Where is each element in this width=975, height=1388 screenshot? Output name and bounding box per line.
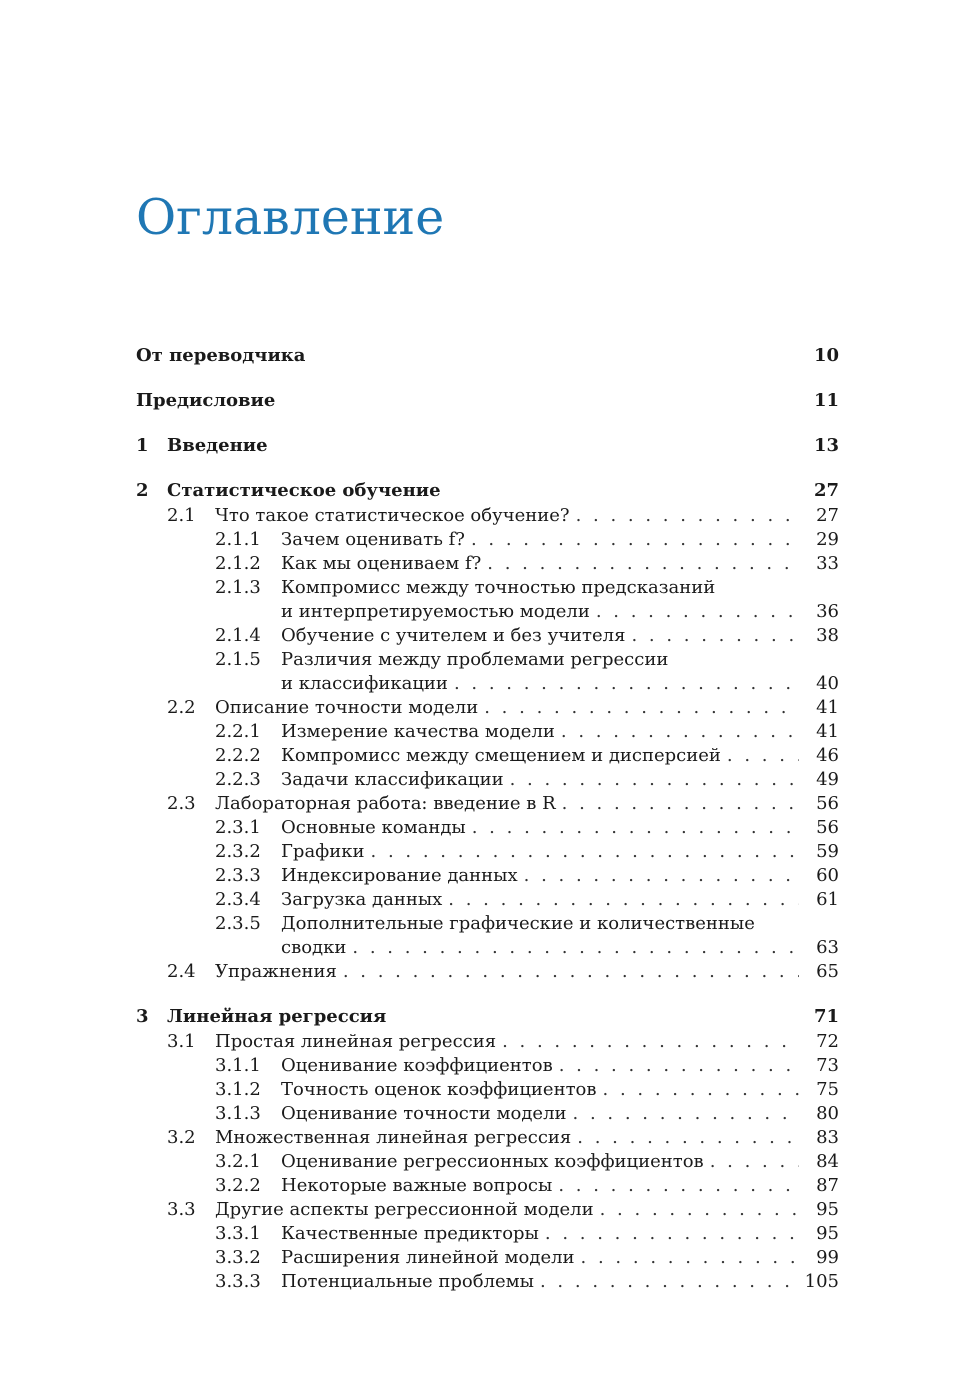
entry-page: 84 <box>816 1151 839 1172</box>
toc-entry-2-4[interactable] <box>136 960 839 984</box>
entry-page: 60 <box>816 865 839 886</box>
leader-dots <box>581 1246 799 1270</box>
entry-title: Лабораторная работа: введение в R <box>215 793 556 814</box>
entry-title: Графики <box>281 841 365 862</box>
entry-title: Задачи классификации <box>281 769 504 790</box>
entry-page: 36 <box>816 601 839 622</box>
entry-number: 2.2.3 <box>215 769 261 790</box>
toc-entry-2-1-5[interactable] <box>136 648 839 696</box>
toc-entry-3-3-3[interactable] <box>136 1270 839 1294</box>
entry-number: 3.1 <box>167 1031 196 1052</box>
entry-title-line-2: сводки <box>281 937 347 958</box>
entry-page: 65 <box>816 961 839 982</box>
entry-number: 2.1.2 <box>215 553 261 574</box>
entry-number: 3.3.2 <box>215 1247 261 1268</box>
entry-page: 71 <box>813 1006 839 1027</box>
entry-title-line-2: и интерпретируемостью модели <box>281 601 590 622</box>
entry-number: 2.1 <box>167 505 196 526</box>
entry-number: 2.2.2 <box>215 745 261 766</box>
entry-title: Описание точности модели <box>215 697 479 718</box>
entry-number: 2.4 <box>167 961 196 982</box>
toc-entry-2-1[interactable] <box>136 504 839 528</box>
toc-entry-2-2-1[interactable] <box>136 720 839 744</box>
entry-page: 11 <box>813 390 839 411</box>
entry-page: 83 <box>816 1127 839 1148</box>
entry-page: 27 <box>816 505 839 526</box>
toc-entry-2-3-4[interactable] <box>136 888 839 912</box>
toc-entry-3-3-2[interactable] <box>136 1246 839 1270</box>
entry-title-line-2: и классификации <box>281 673 448 694</box>
toc-entry-2-2-2[interactable] <box>136 744 839 768</box>
entry-title: Некоторые важные вопросы <box>281 1175 553 1196</box>
leader-dots <box>603 1078 799 1102</box>
toc-entry-3-3-1[interactable] <box>136 1222 839 1246</box>
entry-title: Другие аспекты регрессионной модели <box>215 1199 594 1220</box>
toc-entry-2-3-2[interactable] <box>136 840 839 864</box>
entry-title: От переводчика <box>136 345 306 366</box>
entry-number: 3.3.1 <box>215 1223 261 1244</box>
leader-dots <box>454 672 799 696</box>
entry-title: Упражнения <box>215 961 337 982</box>
entry-page: 41 <box>816 697 839 718</box>
entry-title: Индексирование данных <box>281 865 518 886</box>
entry-title: Зачем оценивать f? <box>281 529 465 550</box>
table-of-contents <box>136 344 839 1294</box>
leader-dots <box>484 696 799 720</box>
entry-number: 2.3 <box>167 793 196 814</box>
entry-title-line-1: Различия между проблемами регрессии <box>281 649 669 670</box>
entry-page: 13 <box>813 435 839 456</box>
entry-page: 105 <box>804 1271 839 1292</box>
entry-number: 3 <box>136 1006 149 1027</box>
entry-number: 2.1.1 <box>215 529 261 550</box>
entry-number: 3.2.1 <box>215 1151 261 1172</box>
entry-title: Оценивание регрессионных коэффициентов <box>281 1151 704 1172</box>
leader-dots <box>562 792 799 816</box>
entry-page: 49 <box>816 769 839 790</box>
leader-dots <box>540 1270 795 1294</box>
entry-title-line-1: Компромисс между точностью предсказаний <box>281 577 716 598</box>
entry-page: 46 <box>816 745 839 766</box>
leader-dots <box>577 1126 799 1150</box>
entry-page: 87 <box>816 1175 839 1196</box>
entry-number: 2 <box>136 480 149 501</box>
entry-page: 33 <box>816 553 839 574</box>
toc-entry-chapter-2[interactable] <box>136 479 839 503</box>
entry-number: 1 <box>136 435 149 456</box>
entry-title: Потенциальные проблемы <box>281 1271 534 1292</box>
leader-dots <box>502 1030 799 1054</box>
leader-dots <box>559 1054 799 1078</box>
leader-dots <box>524 864 799 888</box>
entry-page: 61 <box>816 889 839 910</box>
leader-dots <box>576 504 799 528</box>
toc-entry-2-3[interactable] <box>136 792 839 816</box>
entry-page: 40 <box>816 673 839 694</box>
leader-dots <box>487 552 799 576</box>
entry-page: 63 <box>816 937 839 958</box>
toc-entry-preface[interactable] <box>136 389 839 413</box>
entry-number: 2.3.3 <box>215 865 261 886</box>
entry-number: 3.1.1 <box>215 1055 261 1076</box>
leader-dots <box>343 960 799 984</box>
entry-title: Множественная линейная регрессия <box>215 1127 572 1148</box>
toc-entry-3-2-2[interactable] <box>136 1174 839 1198</box>
toc-entry-3-3[interactable] <box>136 1198 839 1222</box>
entry-title: Качественные предикторы <box>281 1223 539 1244</box>
toc-entry-3-2-1[interactable] <box>136 1150 839 1174</box>
leader-dots <box>710 1150 799 1174</box>
entry-title: Линейная регрессия <box>167 1006 387 1027</box>
leader-dots <box>472 816 799 840</box>
entry-title: Компромисс между смещением и дисперсией <box>281 745 721 766</box>
toc-entry-translator[interactable] <box>136 344 839 368</box>
entry-number: 2.3.4 <box>215 889 261 910</box>
leader-dots <box>561 720 799 744</box>
entry-title-line-1: Дополнительные графические и количественные <box>281 913 755 934</box>
toc-entry-2-1-1[interactable] <box>136 528 839 552</box>
entry-title: Что такое статистическое обучение? <box>215 505 570 526</box>
entry-number: 3.3.3 <box>215 1271 261 1292</box>
entry-title: Как мы оцениваем f? <box>281 553 482 574</box>
entry-title: Обучение с учителем и без учителя <box>281 625 626 646</box>
leader-dots <box>631 624 799 648</box>
entry-page: 27 <box>813 480 839 501</box>
toc-entry-2-1-4[interactable] <box>136 624 839 648</box>
leader-dots <box>510 768 799 792</box>
entry-page: 99 <box>816 1247 839 1268</box>
leader-dots <box>600 1198 799 1222</box>
entry-number: 2.2 <box>167 697 196 718</box>
leader-dots <box>352 936 799 960</box>
entry-title: Предисловие <box>136 390 276 411</box>
toc-entry-2-1-2[interactable] <box>136 552 839 576</box>
entry-page: 73 <box>816 1055 839 1076</box>
leader-dots <box>448 888 799 912</box>
leader-dots <box>727 744 799 768</box>
entry-title: Расширения линейной модели <box>281 1247 575 1268</box>
entry-title: Загрузка данных <box>281 889 443 910</box>
toc-entry-2-3-5[interactable] <box>136 912 839 960</box>
entry-number: 3.1.2 <box>215 1079 261 1100</box>
entry-number: 2.3.5 <box>215 913 261 934</box>
entry-page: 95 <box>816 1199 839 1220</box>
entry-number: 2.3.2 <box>215 841 261 862</box>
entry-number: 2.2.1 <box>215 721 261 742</box>
leader-dots <box>596 600 799 624</box>
entry-number: 2.1.3 <box>215 577 261 598</box>
entry-page: 95 <box>816 1223 839 1244</box>
entry-page: 10 <box>813 345 839 366</box>
entry-number: 2.3.1 <box>215 817 261 838</box>
leader-dots <box>573 1102 799 1126</box>
entry-page: 80 <box>816 1103 839 1124</box>
entry-title: Измерение качества модели <box>281 721 555 742</box>
entry-page: 59 <box>816 841 839 862</box>
toc-entry-2-3-1[interactable] <box>136 816 839 840</box>
entry-title: Оценивание точности модели <box>281 1103 567 1124</box>
entry-page: 72 <box>816 1031 839 1052</box>
entry-title: Точность оценок коэффициентов <box>281 1079 597 1100</box>
entry-title: Основные команды <box>281 817 466 838</box>
leader-dots <box>471 528 799 552</box>
entry-number: 3.2 <box>167 1127 196 1148</box>
toc-entry-3-1-1[interactable] <box>136 1054 839 1078</box>
entry-page: 56 <box>816 793 839 814</box>
entry-title: Оценивание коэффициентов <box>281 1055 553 1076</box>
entry-number: 2.1.5 <box>215 649 261 670</box>
entry-title: Статистическое обучение <box>167 480 441 501</box>
toc-entry-2-3-3[interactable] <box>136 864 839 888</box>
leader-dots <box>371 840 799 864</box>
toc-entry-chapter-3[interactable] <box>136 1005 839 1029</box>
entry-title: Простая линейная регрессия <box>215 1031 497 1052</box>
entry-number: 3.3 <box>167 1199 196 1220</box>
toc-entry-chapter-1[interactable] <box>136 434 839 458</box>
leader-dots <box>545 1222 799 1246</box>
entry-number: 3.1.3 <box>215 1103 261 1124</box>
toc-entry-3-1[interactable] <box>136 1030 839 1054</box>
page-title: Оглавление <box>136 189 445 246</box>
toc-entry-3-2[interactable] <box>136 1126 839 1150</box>
entry-number: 3.2.2 <box>215 1175 261 1196</box>
entry-page: 75 <box>816 1079 839 1100</box>
toc-entry-2-2-3[interactable] <box>136 768 839 792</box>
entry-page: 38 <box>816 625 839 646</box>
entry-page: 29 <box>816 529 839 550</box>
entry-title: Введение <box>167 435 268 456</box>
toc-entry-2-2[interactable] <box>136 696 839 720</box>
toc-entry-2-1-3[interactable] <box>136 576 839 624</box>
toc-entry-3-1-3[interactable] <box>136 1102 839 1126</box>
entry-page: 41 <box>816 721 839 742</box>
entry-page: 56 <box>816 817 839 838</box>
leader-dots <box>558 1174 799 1198</box>
entry-number: 2.1.4 <box>215 625 261 646</box>
toc-entry-3-1-2[interactable] <box>136 1078 839 1102</box>
